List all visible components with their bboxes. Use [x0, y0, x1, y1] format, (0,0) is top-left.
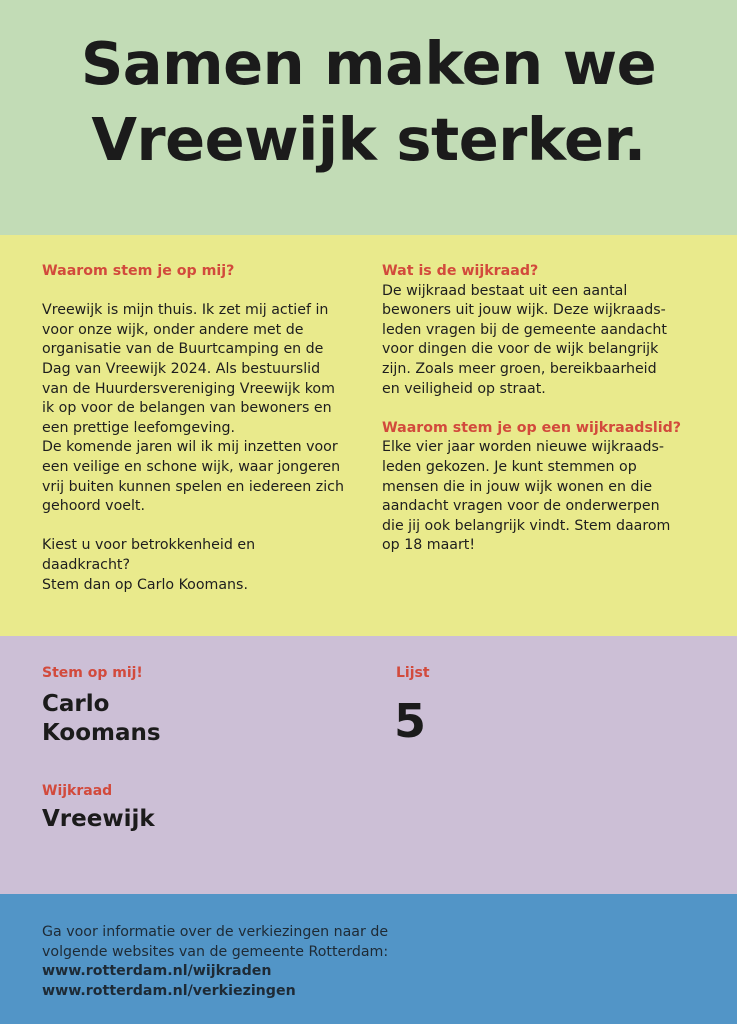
- text-line: zijn. Zoals meer groen, bereikbaarheid: [382, 360, 657, 377]
- wijkraden-link[interactable]: www.rotterdam.nl/wijkraden: [42, 963, 272, 980]
- headline-line-1: Samen maken we: [80, 29, 657, 98]
- text-line: Kiest u voor betrokkenheid en: [42, 537, 256, 554]
- right-paragraph-1: [382, 282, 712, 400]
- right-paragraph-2: [382, 438, 712, 556]
- text-line: De komende jaren wil ik mij inzetten voor: [42, 439, 338, 456]
- text-line: een prettige leefomgeving.: [42, 419, 235, 436]
- footer-info: [42, 923, 388, 1001]
- text-line: aandacht vragen voor de onderwerpen: [382, 498, 660, 515]
- text-line: gehoord voelt.: [42, 498, 146, 515]
- verkiezingen-link[interactable]: www.rotterdam.nl/verkiezingen: [42, 982, 296, 999]
- text-line: De wijkraad bestaat uit een aantal: [382, 282, 628, 299]
- text-line: Vreewijk is mijn thuis. Ik zet mij actief in: [42, 302, 329, 319]
- candidate-name: [42, 690, 161, 748]
- text-line: Elke vier jaar worden nieuwe wijkraads-: [382, 439, 664, 456]
- text-line: leden gekozen. Je kunt stemmen op: [382, 458, 637, 475]
- wijkraad-value: Vreewijk: [42, 806, 155, 832]
- text-line: van de Huurdersvereniging Vreewijk kom: [42, 380, 335, 397]
- left-column: [42, 262, 372, 595]
- text-line: daadkracht?: [42, 556, 131, 573]
- text-line: een veilige en schone wijk, waar jongeren: [42, 458, 341, 475]
- text-line: op 18 maart!: [382, 537, 476, 554]
- text-line: Dag van Vreewijk 2024. Als bestuurslid: [42, 360, 321, 377]
- text-line: mensen die in jouw wijk wonen en die: [382, 478, 653, 495]
- left-paragraph-1: [42, 301, 372, 517]
- stem-label: Stem op mij!: [42, 665, 143, 681]
- footer-line-2: volgende websites van de gemeente Rotterdam:: [42, 943, 389, 960]
- headline-line-2: Vreewijk sterker.: [91, 105, 646, 174]
- text-line: die jij ook belangrijk vindt. Stem daarom: [382, 517, 671, 534]
- candidate-first-name: Carlo: [42, 691, 110, 717]
- wijkraad-label: Wijkraad: [42, 783, 113, 799]
- text-line: vrij buiten kunnen spelen en iedereen zich: [42, 478, 344, 495]
- lijst-label: Lijst: [396, 665, 430, 681]
- text-line: Stem dan op Carlo Koomans.: [42, 576, 248, 593]
- text-line: bewoners uit jouw wijk. Deze wijkraads-: [382, 302, 666, 319]
- text-line: voor dingen die voor de wijk belangrijk: [382, 341, 659, 358]
- lijst-number: 5: [394, 694, 427, 748]
- right-heading-2: Waarom stem je op een wijkraadslid?: [382, 419, 682, 436]
- left-heading: Waarom stem je op mij?: [42, 263, 235, 279]
- candidate-last-name: Koomans: [42, 720, 161, 746]
- left-paragraph-2: [42, 536, 372, 595]
- headline: [0, 26, 737, 178]
- text-line: organisatie van de Buurtcamping en de: [42, 341, 324, 358]
- text-line: en veiligheid op straat.: [382, 380, 546, 397]
- text-line: voor onze wijk, onder andere met de: [42, 321, 304, 338]
- text-line: leden vragen bij de gemeente aandacht: [382, 321, 667, 338]
- text-line: ik op voor de belangen van bewoners en: [42, 400, 332, 417]
- right-column: [382, 262, 712, 556]
- right-heading-1: Wat is de wijkraad?: [382, 263, 539, 279]
- footer-line-1: Ga voor informatie over de verkiezingen naar de: [42, 924, 389, 940]
